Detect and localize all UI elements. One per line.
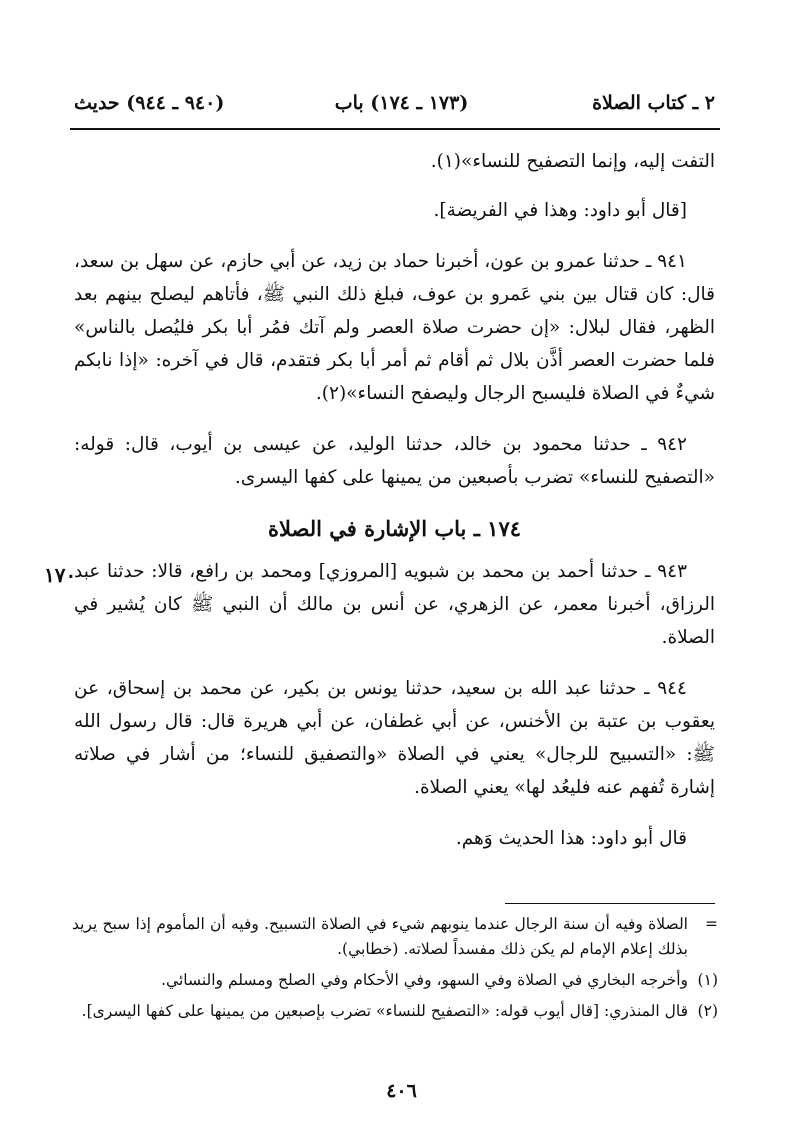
hadith-943: ٩٤٣ ـ حدثنا أحمد بن محمد بن شبويه [المروزي] ومحمد بن رافع، قالا: حدثنا عبد الرزاق، أخبرنا معمر، عن الزهري، عن أنس بن مالك أن النبي ﷺ كان يُشير في الصلاة. xyxy=(74,561,715,648)
hadith-944: ٩٤٤ ـ حدثنا عبد الله بن سعيد، حدثنا يونس بن بكير، عن محمد بن إسحاق، عن يعقوب بن عتبة بن الأخنس، عن أبي غطفان، عن أبي هريرة قال: قال رسول الله ﷺ: «التسبيح للرجال» يعني في الصلاة «والتصفيق للنساء؛ من أشار في صلاته إشارة تُفهم عنه فليعُد لها» يعني الصلاة. xyxy=(74,678,715,798)
main-text xyxy=(74,145,715,873)
footnote-mark: (١) xyxy=(697,971,718,989)
footnote xyxy=(72,968,718,993)
running-header-hadith-range: (٩٤٠ ـ ٩٤٤) حديث xyxy=(74,92,225,114)
running-header-chapters: (١٧٣ ـ ١٧٤) باب xyxy=(334,92,469,114)
footnote-mark: (٢) xyxy=(697,1002,718,1020)
header-rule xyxy=(70,128,720,130)
margin-number: ١٧٠ xyxy=(44,563,77,587)
running-header-book: ٢ ـ كتاب الصلاة xyxy=(592,92,715,114)
footnote-rule xyxy=(505,903,715,904)
hadith-942: ٩٤٢ ـ حدثنا محمود بن خالد، حدثنا الوليد، عن عيسى بن أيوب، قال: قوله: «التصفيح للنساء» تضرب بأصبعين من يمينها على كفها اليسرى. xyxy=(74,434,715,488)
page-number: ٤٠٦ xyxy=(386,1080,417,1102)
footnote-mark: = xyxy=(705,915,718,933)
abu-dawud-comment: قال أبو داود: هذا الحديث وَهم. xyxy=(455,828,687,849)
footnote xyxy=(72,912,718,962)
continuation-paragraph: التفت إليه، وإنما التصفيح للنساء»(١). xyxy=(430,151,715,172)
hadith-941: ٩٤١ ـ حدثنا عمرو بن عون، أخبرنا حماد بن زيد، عن أبي حازم، عن سهل بن سعد، قال: كان قتال بين بني عَمرو بن عوف، فبلغ ذلك النبي ﷺ، فأتاهم ليصلح بينهم بعد الظهر، فقال لبلال: «إن حضرت صلاة العصر ولم آتك فمُر أبا بكر فليُصل بالناس» فلما حضرت العصر أذَّن بلال ثم أقام ثم أمر أبا بكر فتقدم، قال في آخره: «إذا نابكم شيءٌ في الصلاة فليسبح الرجال وليصفح النساء»(٢). xyxy=(74,251,715,404)
footnotes xyxy=(72,912,718,1030)
footnote-text: قال المنذري: [قال أيوب قوله: «التصفيح للنساء» تضرب بإصبعين من يمينها على كفها اليسرى]. xyxy=(81,1002,688,1020)
footnote-text: الصلاة وفيه أن سنة الرجال عندما ينوبهم شيء في الصلاة التسبيح. وفيه أن المأموم إذا سبح يريد بذلك إعلام الإمام لم يكن ذلك مفسداً لصلاته. (خطابي). xyxy=(72,915,688,958)
abu-dawud-note: [قال أبو داود: وهذا في الفريضة]. xyxy=(433,200,687,221)
chapter-title: ١٧٤ ـ باب الإشارة في الصلاة xyxy=(267,516,522,541)
footnote xyxy=(72,999,718,1024)
footnote-text: وأخرجه البخاري في الصلاة وفي السهو، وفي الأحكام وفي الصلح ومسلم والنسائي. xyxy=(161,971,688,989)
